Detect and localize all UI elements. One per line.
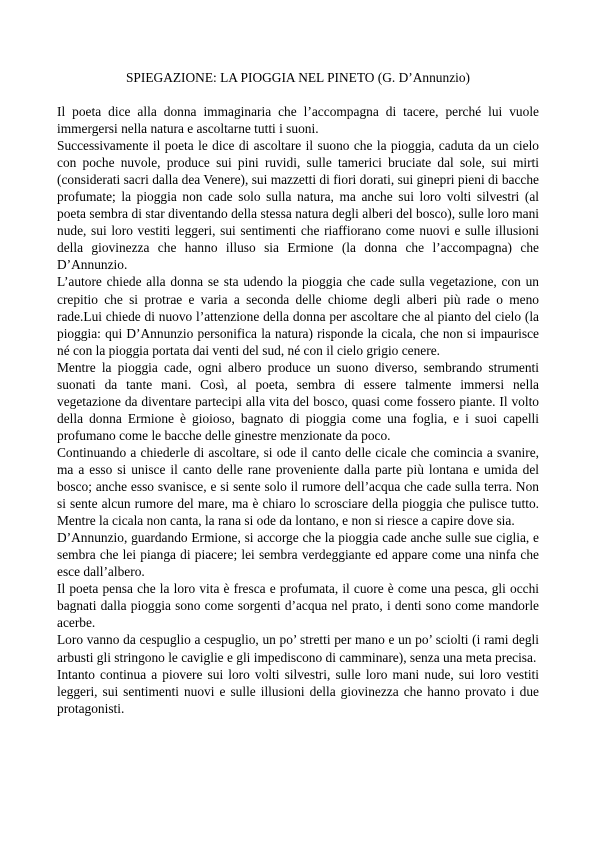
paragraph: Il poeta pensa che la loro vita è fresca e profumata, il cuore è come una pesca, gli occhi bagnati dalla pioggia sono come sorgenti d’acqua nel prato, i denti sono come mandorle acerbe.: [57, 581, 539, 631]
paragraph: D’Annunzio, guardando Ermione, si accorge che la pioggia cade anche sulle sue ciglia, e sembra che lei pianga di piacere; lei sembra verdeggiante ed appare come una ninfa che esce dall’albero.: [57, 530, 539, 580]
paragraph: Continuando a chiederle di ascoltare, si ode il canto delle cicale che comincia a svanire, ma a esso si unisce il canto delle rane proveniente dalla parte più lontana e umida del bosco; anche esso svanisce, e si sente solo il rumore dell’acqua che cade sulla terra. Non si sente alcun rumore del mare, ma è chiaro lo scrosciare della pioggia che pulisce tutto. Mentre la cicala non canta, la rana si ode da lontano, e non si riesce a capire dove sia.: [57, 444, 539, 529]
paragraph: Loro vanno da cespuglio a cespuglio, un po’ stretti per mano e un po’ sciolti (i rami degli arbusti gli stringono le caviglie e gli impediscono di camminare), senza una meta precisa.: [57, 632, 539, 665]
paragraph: Mentre la pioggia cade, ogni albero produce un suono diverso, sembrando strumenti suonati da tante mani. Così, al poeta, sembra di essere talmente immersi nella vegetazione da diventare partecipi alla vita del bosco, quasi come fossero piante. Il volto della donna Ermione è gioioso, bagnato di pioggia come una foglia, e i suoi capelli profumano come le bacche delle ginestre menzionate da poco.: [57, 359, 539, 443]
paragraph: Il poeta dice alla donna immaginaria che l’accompagna di tacere, perché lui vuole immergersi nella natura e ascoltarne tutti i suoni.: [57, 104, 539, 137]
paragraph: L’autore chiede alla donna se sta udendo la pioggia che cade sulla vegetazione, con un crepitio che si protrae e varia a seconda delle chiome degli alberi più rade o meno rade.Lui chiede di nuovo l’attenzione della donna per ascoltare che al pianto del cielo (la pioggia: qui D’Annunzio personifica la natura) risponde la cicala, che non si impaurisce né con la pioggia portata dai venti del sud, né con il cielo grigio cenere.: [57, 274, 539, 358]
paragraph: Intanto continua a piovere sui loro volti silvestri, sulle loro mani nude, sui loro vestiti leggeri, sui sentimenti nuovi e sulle illusioni della giovinezza che hanno provato i due protagonisti.: [57, 666, 539, 716]
document-title: SPIEGAZIONE: LA PIOGGIA NEL PINETO (G. D’Annunzio): [125, 70, 471, 85]
paragraph: Successivamente il poeta le dice di ascoltare il suono che la pioggia, caduta da un cielo con poche nuvole, produce sui pini ruvidi, sulle tamerici bruciate dal sole, sui mirti (considerati sacri dalla dea Venere), sui mazzetti di fiori dorati, sui ginepri pieni di bacche profumate; la pioggia non cade solo sulla natura, ma anche sui loro volti silvestri (al poeta sembra di star diventando della stessa natura degli alberi del bosco), sulle loro mani nude, sui loro vestiti leggeri, sui sentimenti che riaffiorano come nuovi e sulle illusioni della giovinezza che hanno illuso sia Ermione (la donna che l’accompagna) che D’Annunzio.: [57, 138, 539, 273]
document-body: [57, 103, 539, 717]
